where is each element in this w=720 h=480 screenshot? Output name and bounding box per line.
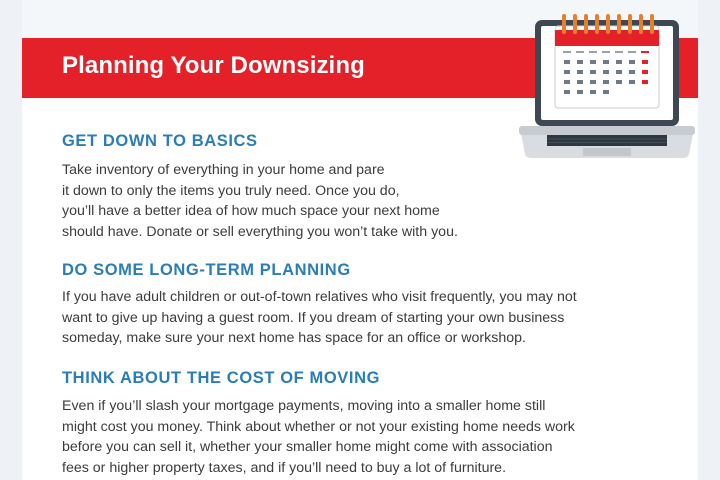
page-title: Planning Your Downsizing	[62, 52, 365, 79]
text-line: before you can sell it, whether your smaller home might come with association	[62, 439, 553, 455]
section-body-basics	[62, 160, 458, 242]
laptop-calendar-icon	[517, 8, 697, 176]
text-line: might cost you money. Think about whether or not your existing home needs work	[62, 418, 575, 435]
text-line: Even if you’ll slash your mortgage payments, moving into a smaller home still	[62, 398, 546, 414]
text-line: want to give up having a guest room. If you dream of starting your own business	[62, 309, 565, 326]
text-line: it down to only the items you truly need. Once you do,	[62, 182, 400, 199]
text-line: If you have adult children or out-of-town relatives who visit frequently, you may not	[62, 289, 577, 305]
section-heading-basics: GET DOWN TO BASICS	[62, 132, 258, 150]
text-line: you’ll have a better idea of how much space your next home	[62, 203, 440, 219]
document-page	[22, 0, 698, 480]
text-line: someday, make sure your next home has space for an office or workshop.	[62, 330, 526, 346]
section-body-cost	[62, 396, 575, 478]
section-body-long-term	[62, 287, 577, 349]
text-line: fees or higher property taxes, and if you’ll need to buy a lot of furniture.	[62, 459, 507, 476]
section-heading-long-term: DO SOME LONG-TERM PLANNING	[62, 261, 351, 279]
text-line: should have. Donate or sell everything you won’t take with you.	[62, 223, 458, 240]
section-heading-cost: THINK ABOUT THE COST OF MOVING	[62, 369, 381, 387]
text-line: Take inventory of everything in your home and pare	[62, 162, 385, 178]
page-right-margin	[698, 0, 720, 480]
